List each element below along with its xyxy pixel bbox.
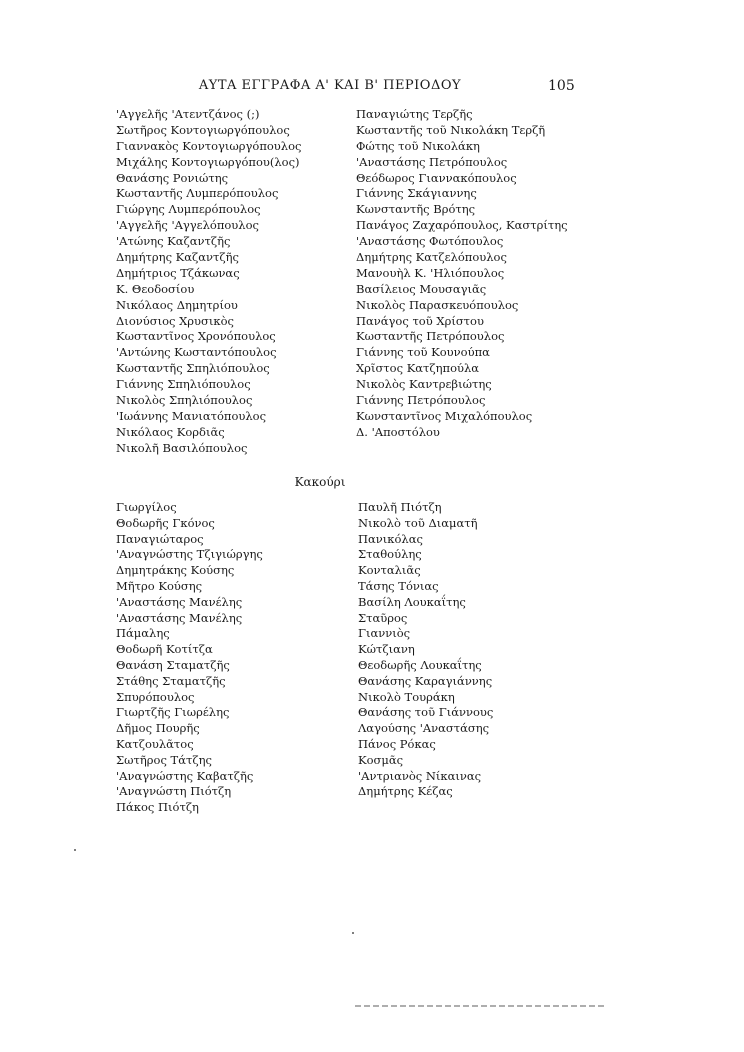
name-entry: Πάκος Πιότζη — [116, 800, 199, 815]
name-entry: 'Αναγνώστη Πιότζη — [116, 784, 232, 799]
name-entry: Γιάννης Σκάγιαννης — [356, 186, 477, 201]
name-entry: Μιχάλης Κοντογιωργόπου(λος) — [116, 154, 300, 169]
name-entry: Παυλῆ Πιότζη — [358, 500, 442, 514]
name-entry: Γιάννης Σπηλιόπουλος — [116, 377, 251, 392]
name-entry: Σπυρόπουλος — [116, 689, 195, 704]
name-entry: Γιωργίλος — [116, 500, 177, 514]
name-entry: 'Ιωάννης Μανιατόπουλος — [116, 408, 267, 423]
name-entry: 'Ατώνης Καζαντζῆς — [116, 234, 231, 249]
name-entry: Βασίλη Λουκαΐτης — [358, 594, 466, 609]
name-entry: Δ. 'Αποστόλου — [356, 424, 440, 439]
name-entry: Στάθης Σταματζῆς — [116, 673, 226, 688]
name-entry: Πάμαλης — [116, 626, 170, 641]
name-entry: Κοσμᾶς — [358, 752, 404, 767]
name-entry: Παναγιώταρος — [116, 531, 204, 546]
name-entry: Δημήτριος Τζάκωνας — [116, 265, 240, 280]
name-entry: Βασίλειος Μουσαγιᾶς — [356, 281, 487, 296]
name-entry: Κονταλιᾶς — [358, 563, 421, 578]
name-entry: Κωνσταντῆς Βρότης — [356, 202, 476, 217]
name-entry: 'Αναγνώστης Τζιγιώργης — [116, 547, 263, 562]
name-entry: 'Αναγνώστης Καβατζῆς — [116, 768, 254, 783]
name-entry: Μανουὴλ Κ. 'Ηλιόπουλος — [356, 265, 505, 280]
name-entry: Πάνος Ρόκας — [358, 736, 436, 751]
section2-right-column — [358, 500, 493, 800]
name-entry: 'Αναστάσης Μανέλης — [116, 610, 243, 625]
section1-right-column — [356, 107, 568, 441]
name-entry: Σταῦρος — [358, 610, 408, 625]
name-entry: Θανάση Σταματζῆς — [116, 657, 230, 672]
name-entry: Γιάννης Πετρόπουλος — [356, 393, 486, 408]
name-entry: Γιωρτζῆς Γιωρέλης — [116, 705, 230, 720]
name-entry: Χρῖστος Κατζηπούλα — [356, 361, 480, 376]
name-entry: Κωσταντῆς Σπηλιόπουλος — [116, 361, 270, 376]
name-entry: Κωνσταντῖνος Μιχαλόπουλος — [356, 408, 533, 423]
name-entry: Γιαννακὸς Κοντογιωργόπουλος — [116, 138, 302, 153]
name-entry: 'Αναστάσης Πετρόπουλος — [356, 154, 508, 169]
name-entry: Δῆμος Πουρῆς — [116, 721, 200, 736]
name-entry: Γιαννιὸς — [358, 626, 411, 641]
name-entry: Νικόλαος Κορδιᾶς — [116, 424, 225, 439]
name-entry: Νικολὸς Καντρεβιώτης — [356, 377, 492, 392]
name-entry: 'Αναστάσης Μανέλης — [116, 594, 243, 609]
name-entry: Νικολὸ τοῦ Διαματῆ — [358, 515, 478, 530]
running-header-title: ΑΥΤΑ ΕΓΓΡΑΦΑ Α' ΚΑΙ Β' ΠΕΡΙΟΔΟΥ — [198, 78, 462, 93]
name-entry: Δημήτρης Κέζας — [358, 784, 453, 799]
scan-speck — [352, 932, 354, 934]
section-heading-kakouri: Κακούρι — [294, 475, 346, 489]
name-entry: Κώτζιανη — [358, 642, 415, 657]
name-entry: Νικόλαος Δημητρίου — [116, 297, 238, 312]
name-entry: Θοδωρῆς Γκόνος — [116, 515, 215, 530]
section1-left-column — [116, 107, 301, 457]
name-entry: Κατζουλᾶτος — [116, 736, 194, 751]
name-entry: 'Αγγελῆς 'Ατεντζάνος (;) — [116, 107, 260, 121]
name-entry: 'Αγγελῆς 'Αγγελόπουλος — [116, 218, 259, 233]
scan-speck — [74, 849, 76, 851]
name-entry: Μῆτρο Κούσης — [116, 578, 203, 593]
name-entry: 'Αντριανὸς Νίκαινας — [358, 768, 482, 783]
name-entry: Φώτης τοῦ Νικολάκη — [356, 138, 480, 153]
scan-bottom-mark — [355, 1005, 605, 1007]
name-entry: Θανάσης Καραγιάννης — [358, 673, 493, 688]
name-entry: Παναγιώτης Τερζῆς — [356, 107, 473, 121]
name-entry: Πανάγος Ζαχαρόπουλος, Καστρίτης — [356, 218, 568, 233]
page-number: 105 — [548, 78, 575, 94]
name-entry: Γιώργης Λυμπερόπουλος — [116, 202, 261, 217]
name-entry: Νικολῆ Βασιλόπουλος — [116, 440, 248, 455]
section2-left-column — [116, 500, 263, 816]
name-entry: Δημητράκης Κούσης — [116, 563, 235, 578]
name-entry: 'Αναστάσης Φωτόπουλος — [356, 234, 504, 249]
name-entry: Νικολὸς Σπηλιόπουλος — [116, 393, 253, 408]
name-entry: Σταθούλης — [358, 547, 422, 562]
name-entry: Τάσης Τόνιας — [358, 578, 439, 593]
name-entry: Σωτῆρος Τάτζης — [116, 752, 212, 767]
name-entry: Δημήτρης Καζαντζῆς — [116, 250, 239, 265]
name-entry: Νικολὸ Τουράκη — [358, 689, 455, 704]
name-entry: Κωσταντῆς Λυμπερόπουλος — [116, 186, 279, 201]
name-entry: Νικολὸς Παρασκευόπουλος — [356, 297, 519, 312]
name-entry: 'Αντώνης Κωσταντόπουλος — [116, 345, 277, 360]
name-entry: Θανάσης τοῦ Γιάννους — [358, 705, 494, 720]
name-entry: Κ. Θεοδοσίου — [116, 281, 195, 296]
name-entry: Κωσταντῆς τοῦ Νικολάκη Τερζῆ — [356, 122, 546, 137]
name-entry: Πανικόλας — [358, 531, 423, 546]
name-entry: Θεόδωρος Γιαννακόπουλος — [356, 170, 517, 185]
name-entry: Γιάννης τοῦ Κουνούπα — [356, 345, 490, 360]
name-entry: Θεοδωρῆς Λουκαΐτης — [358, 657, 482, 672]
name-entry: Θανάσης Ρονιώτης — [116, 170, 229, 185]
name-entry: Διονύσιος Χρυσικὸς — [116, 313, 234, 328]
name-entry: Κωσταντῖνος Χρονόπουλος — [116, 329, 276, 344]
name-entry: Θοδωρῆ Κοτίτζα — [116, 642, 213, 657]
name-entry: Πανάγος τοῦ Χρίστου — [356, 313, 484, 328]
name-entry: Σωτῆρος Κοντογιωργόπουλος — [116, 122, 290, 137]
name-entry: Λαγούσης 'Αναστάσης — [358, 721, 490, 736]
name-entry: Κωσταντῆς Πετρόπουλος — [356, 329, 505, 344]
name-entry: Δημήτρης Κατζελόπουλος — [356, 250, 507, 265]
